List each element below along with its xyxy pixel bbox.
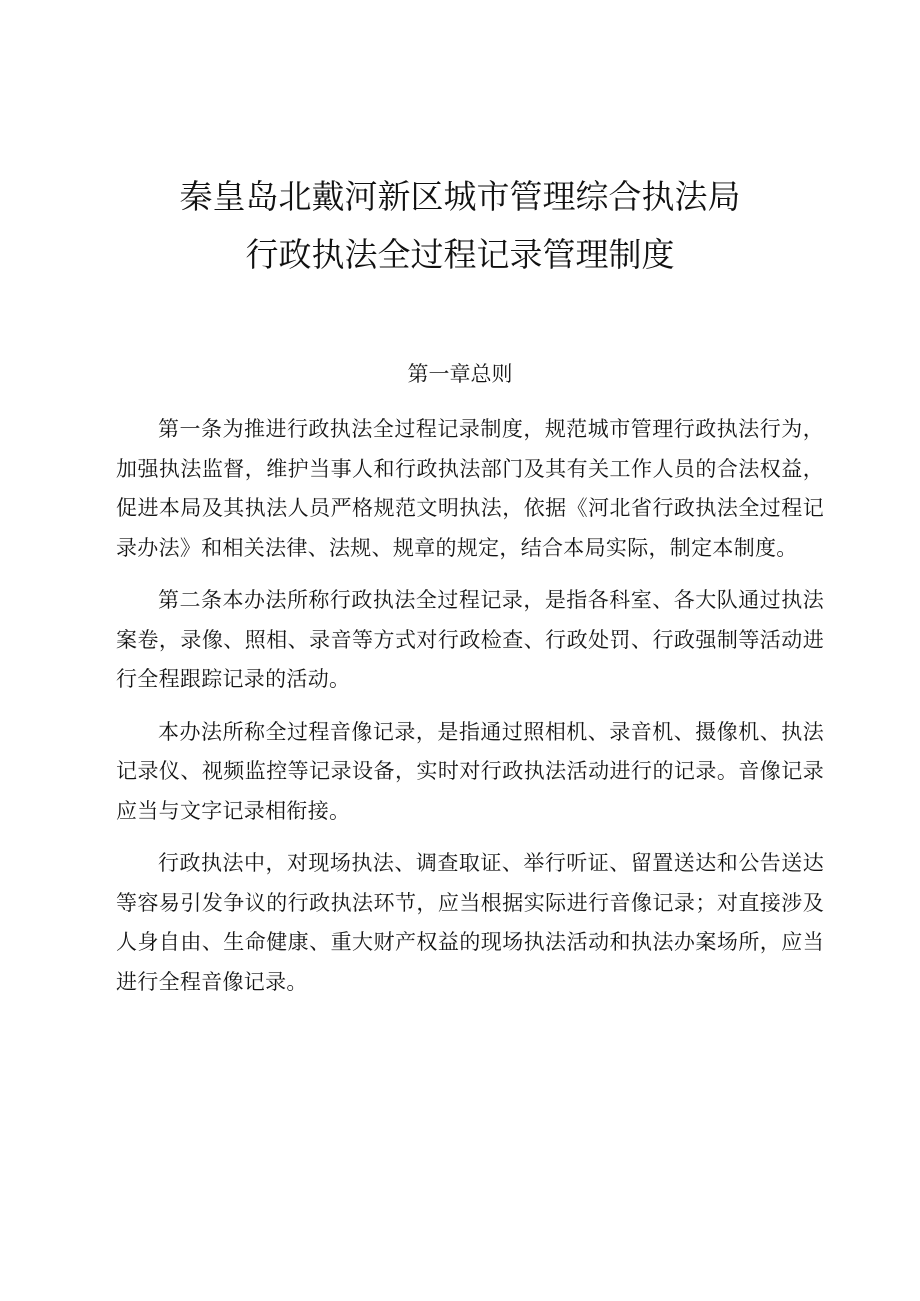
document-body xyxy=(116,410,824,1015)
paragraph-article-2: 第二条本办法所称行政执法全过程记录，是指各科室、各大队通过执法案卷，录像、照相、录音等方式对行政检查、行政处罚、行政强制等活动进行全程跟踪记录的活动。 xyxy=(116,588,824,691)
chapter-heading: 第一章总则 xyxy=(407,362,513,386)
paragraph-recording-requirements: 行政执法中，对现场执法、调查取证、举行听证、留置送达和公告送达等容易引发争议的行政执法环节，应当根据实际进行音像记录；对直接涉及人身自由、生命健康、重大财产权益的现场执法活动和执法办案场所，应当进行全程音像记录。 xyxy=(116,851,824,994)
title-line-2: 行政执法全过程记录管理制度 xyxy=(245,235,675,274)
paragraph-audio-video-definition: 本办法所称全过程音像记录，是指通过照相机、录音机、摄像机、执法记录仪、视频监控等记录设备，实时对行政执法活动进行的记录。音像记录应当与文字记录相衔接。 xyxy=(116,719,824,823)
title-line-1: 秦皇岛北戴河新区城市管理综合执法局 xyxy=(179,177,741,216)
paragraph-article-1: 第一条为推进行政执法全过程记录制度，规范城市管理行政执法行为，加强执法监督，维护当事人和行政执法部门及其有关工作人员的合法权益，促进本局及其执法人员严格规范文明执法，依据《河北省行政执法全过程记录办法》和相关法律、法规、规章的规定，结合本局实际，制定本制度。 xyxy=(116,417,824,560)
document-title xyxy=(0,168,920,284)
